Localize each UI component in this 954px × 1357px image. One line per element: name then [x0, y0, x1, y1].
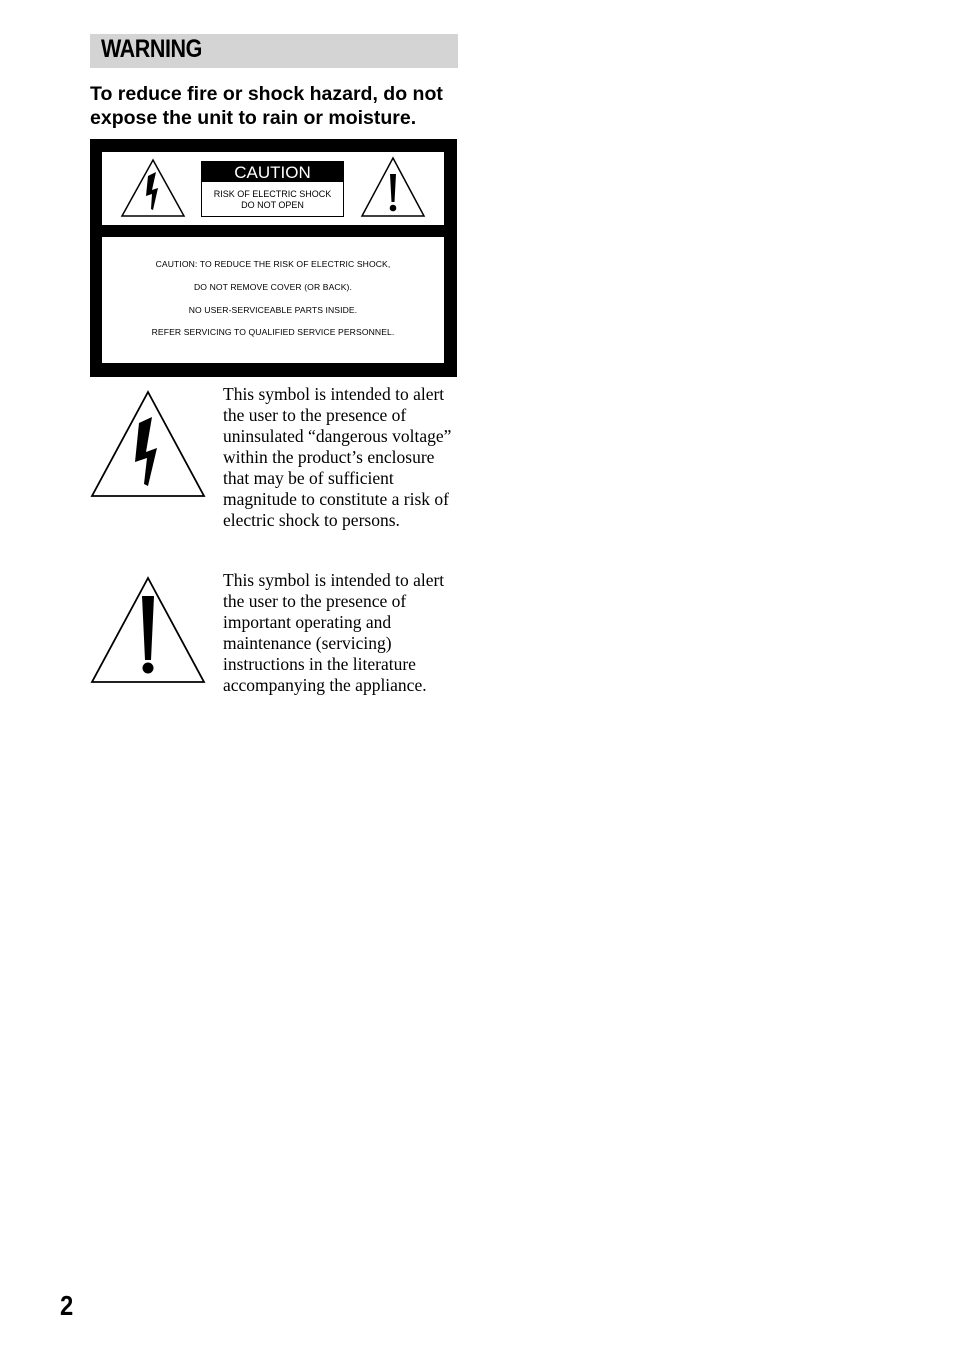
caution-line: CAUTION: TO REDUCE THE RISK OF ELECTRIC SHOCK, — [155, 259, 391, 269]
caution-label-bottom — [102, 237, 444, 363]
exclamation-triangle-icon — [360, 156, 426, 218]
caution-line: DO NOT REMOVE COVER (OR BACK). — [193, 282, 353, 292]
caution-label — [90, 139, 457, 377]
caution-line: NO USER-SERVICEABLE PARTS INSIDE. — [188, 305, 358, 315]
page-title: WARNING — [101, 35, 202, 63]
lightning-triangle-icon — [120, 158, 186, 218]
intro-warning-text: To reduce fire or shock hazard, do not expose the unit to rain or moisture. — [90, 83, 443, 129]
caution-box — [201, 161, 344, 217]
symbol-description: This symbol is intended to alert the user to the presence of uninsulated “dangerous voltage” within the product’s enclosure that may be of sufficient magnitude to constitute a risk of electric shock to persons. — [223, 384, 452, 530]
caution-title: CAUTION — [202, 162, 343, 182]
caution-label-top — [102, 152, 444, 225]
symbol-description: This symbol is intended to alert the user to the presence of important operating and maintenance (servicing) instructions in the literature accompanying the appliance. — [223, 570, 445, 695]
caution-subtitle — [202, 189, 343, 211]
page-number: 2 — [60, 1290, 74, 1321]
caution-line: REFER SERVICING TO QUALIFIED SERVICE PERSONNEL. — [151, 327, 395, 337]
exclamation-triangle-icon — [90, 576, 206, 684]
caution-subtitle-line: DO NOT OPEN — [241, 200, 304, 210]
warning-heading-bar — [90, 34, 458, 68]
lightning-triangle-icon — [90, 390, 206, 498]
caution-subtitle-line: RISK OF ELECTRIC SHOCK — [213, 189, 332, 199]
